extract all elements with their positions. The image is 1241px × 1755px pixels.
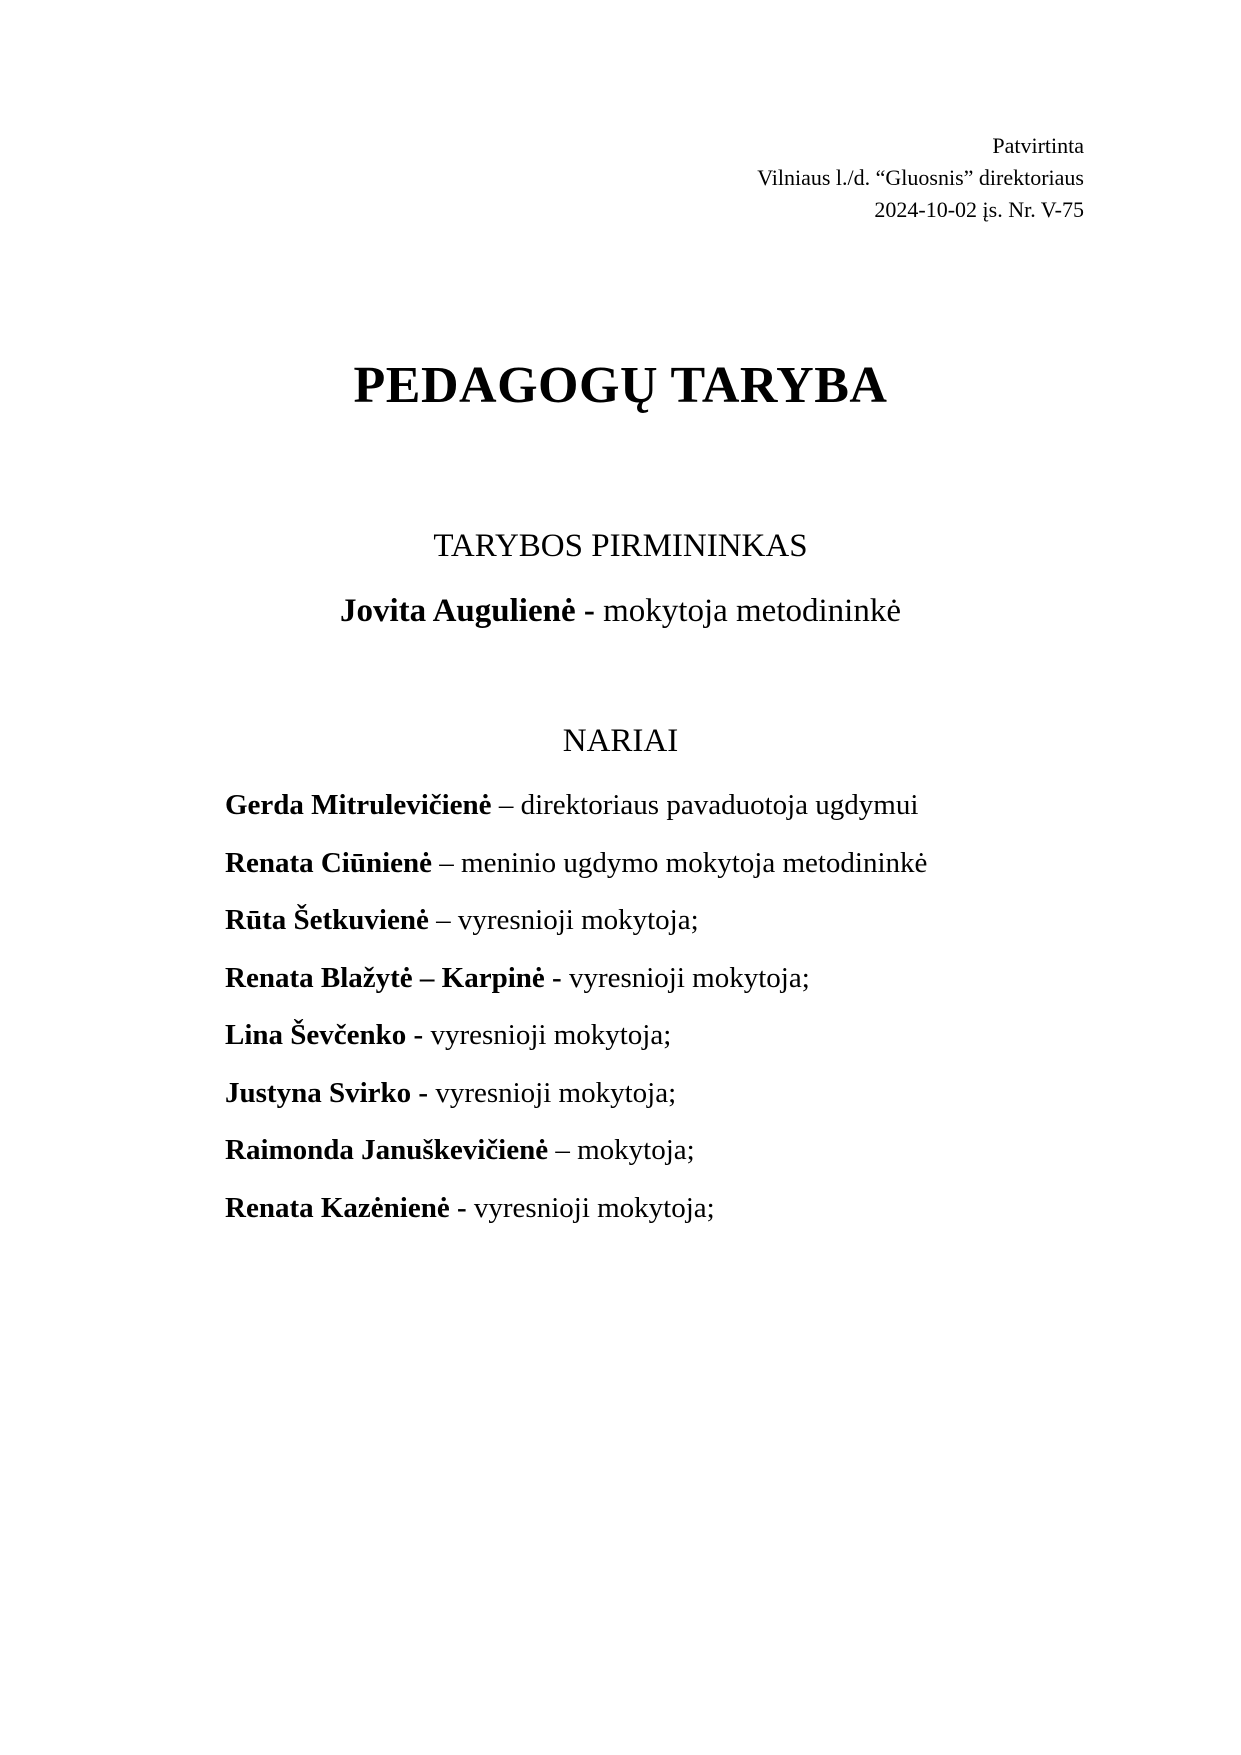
member-role: vyresnioji mokytoja; <box>473 1191 715 1224</box>
member-role: direktoriaus pavaduotoja ugdymui <box>520 789 919 821</box>
chair-entry <box>0 591 1241 631</box>
member-name: Rūta Šetkuvienė <box>225 904 429 936</box>
chair-role: mokytoja metodininkė <box>603 593 901 629</box>
chair-separator: - <box>575 593 604 629</box>
document-title: PEDAGOGŲ TARYBA <box>353 357 888 414</box>
member-name: Renata Ciūnienė <box>225 846 433 879</box>
member-item <box>225 900 1125 958</box>
members-heading: NARIAI <box>562 723 679 759</box>
member-separator: - <box>411 1076 436 1109</box>
member-role: meninio ugdymo mokytoja metodininkė <box>461 846 928 879</box>
member-item <box>225 958 1125 1016</box>
member-role: vyresnioji mokytoja; <box>430 1019 672 1051</box>
approval-line-3: 2024-10-02 įs. Nr. V-75 <box>874 197 1084 222</box>
member-separator: - <box>406 1019 431 1051</box>
member-role: vyresnioji mokytoja; <box>568 961 810 994</box>
member-item <box>225 1015 1125 1073</box>
member-role: vyresnioji mokytoja; <box>435 1076 677 1109</box>
member-item <box>225 843 1125 901</box>
chair-name: Jovita Augulienė <box>340 593 576 629</box>
member-separator: – <box>432 846 462 879</box>
member-role: mokytoja; <box>577 1134 695 1166</box>
member-name: Gerda Mitrulevičienė <box>225 789 492 821</box>
member-name: Lina Ševčenko <box>225 1019 407 1051</box>
member-name: Justyna Svirko <box>225 1076 412 1109</box>
member-separator: - <box>449 1191 474 1224</box>
member-separator: – <box>428 904 458 936</box>
member-item <box>225 785 1125 843</box>
member-item <box>225 1073 1125 1131</box>
member-separator: – <box>548 1134 578 1166</box>
approval-line-1: Patvirtinta <box>992 133 1084 158</box>
members-list <box>225 785 1125 1245</box>
member-name: Renata Kazėnienė <box>225 1191 450 1224</box>
approval-block <box>757 130 1084 226</box>
member-name: Renata Blažytė – Karpinė <box>225 961 545 994</box>
member-item <box>225 1188 1125 1246</box>
chair-heading: TARYBOS PIRMININKAS <box>433 528 808 564</box>
member-role: vyresnioji mokytoja; <box>457 904 699 936</box>
member-item <box>225 1130 1125 1188</box>
member-name: Raimonda Januškevičienė <box>225 1134 549 1166</box>
approval-line-2: Vilniaus l./d. “Gluosnis” direktoriaus <box>757 165 1084 190</box>
member-separator: - <box>544 961 569 994</box>
member-separator: – <box>491 789 521 821</box>
